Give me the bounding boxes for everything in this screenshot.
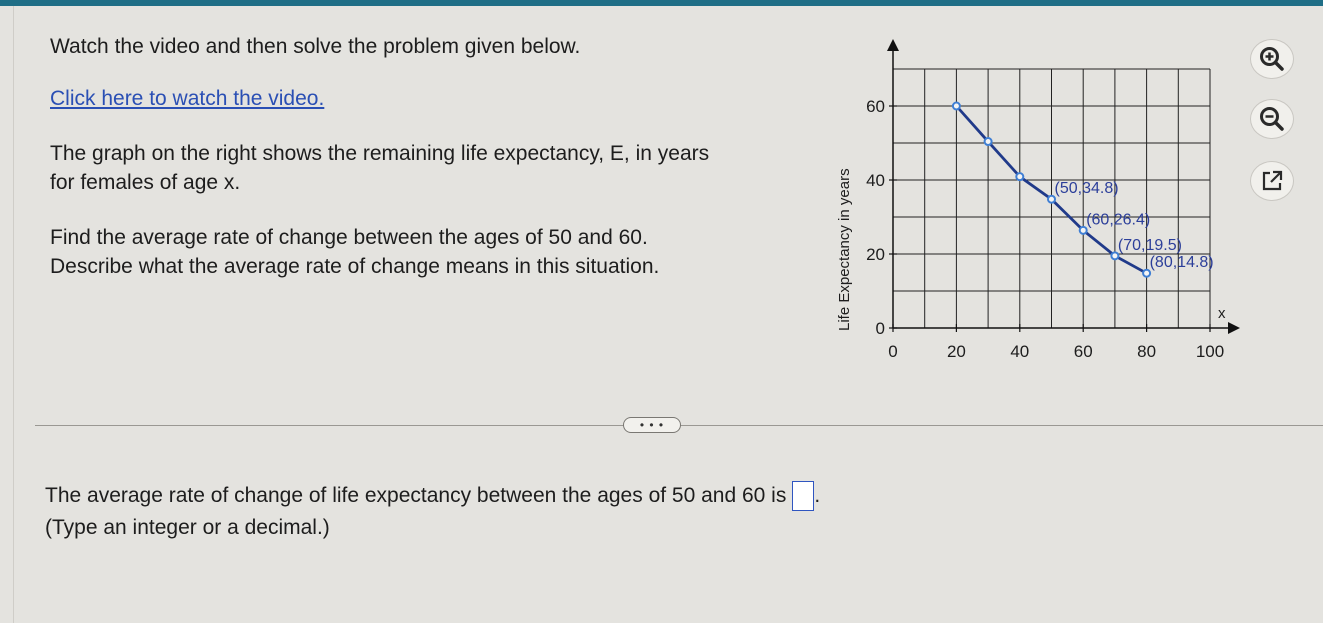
intro-text: Watch the video and then solve the problem given below. [50,35,581,58]
external-link-icon [1259,168,1285,194]
x-tick-label: 0 [888,342,898,361]
y-axis-label: Life Expectancy in years [836,168,853,331]
point-label: (70,19.5) [1117,236,1182,254]
panel-border [13,6,14,623]
video-link[interactable]: Click here to watch the video. [50,87,325,110]
chart-ticks [866,97,1224,361]
point-label: (50,34.8) [1054,180,1119,198]
task-line-1: Find the average rate of change between the ages of 50 and 60. [50,226,648,249]
task-line-2: Describe what the average rate of change means in this situation. [50,255,660,278]
y-tick-label: 0 [875,319,885,338]
x-tick-label: 80 [1137,342,1157,361]
description-line-1: The graph on the right shows the remaining life expectancy, E, in years [50,142,710,165]
expand-more-button[interactable]: • • • [623,417,681,433]
data-point [985,138,992,145]
x-axis-label: x [1218,305,1226,322]
zoom-out-icon [1257,104,1287,134]
point-label: (60,26.4) [1086,211,1151,229]
data-point [953,103,960,110]
y-tick-label: 40 [866,171,885,190]
x-tick-label: 100 [1195,342,1225,361]
answer-period: . [814,484,821,507]
x-tick-label: 60 [1073,342,1093,361]
y-axis-arrow [887,39,899,51]
life-expectancy-graph [820,36,1245,371]
x-tick-label: 40 [1010,342,1030,361]
zoom-in-icon [1257,44,1287,74]
zoom-in-button[interactable] [1250,39,1294,79]
top-bar [0,0,1323,6]
y-tick-label: 20 [866,245,885,264]
x-tick-label: 20 [946,342,966,361]
popout-button[interactable] [1250,161,1294,201]
y-tick-label: 60 [866,97,885,116]
x-axis-arrow [1228,322,1240,334]
point-label: (80,14.8) [1149,254,1214,272]
answer-prompt: The average rate of change of life expectancy between the ages of 50 and 60 is [45,484,787,507]
data-point [1016,173,1023,180]
answer-hint: (Type an integer or a decimal.) [45,516,330,539]
answer-line [45,481,820,511]
description-line-2: for females of age x. [50,171,241,194]
zoom-out-button[interactable] [1250,99,1294,139]
answer-input[interactable] [792,481,814,511]
